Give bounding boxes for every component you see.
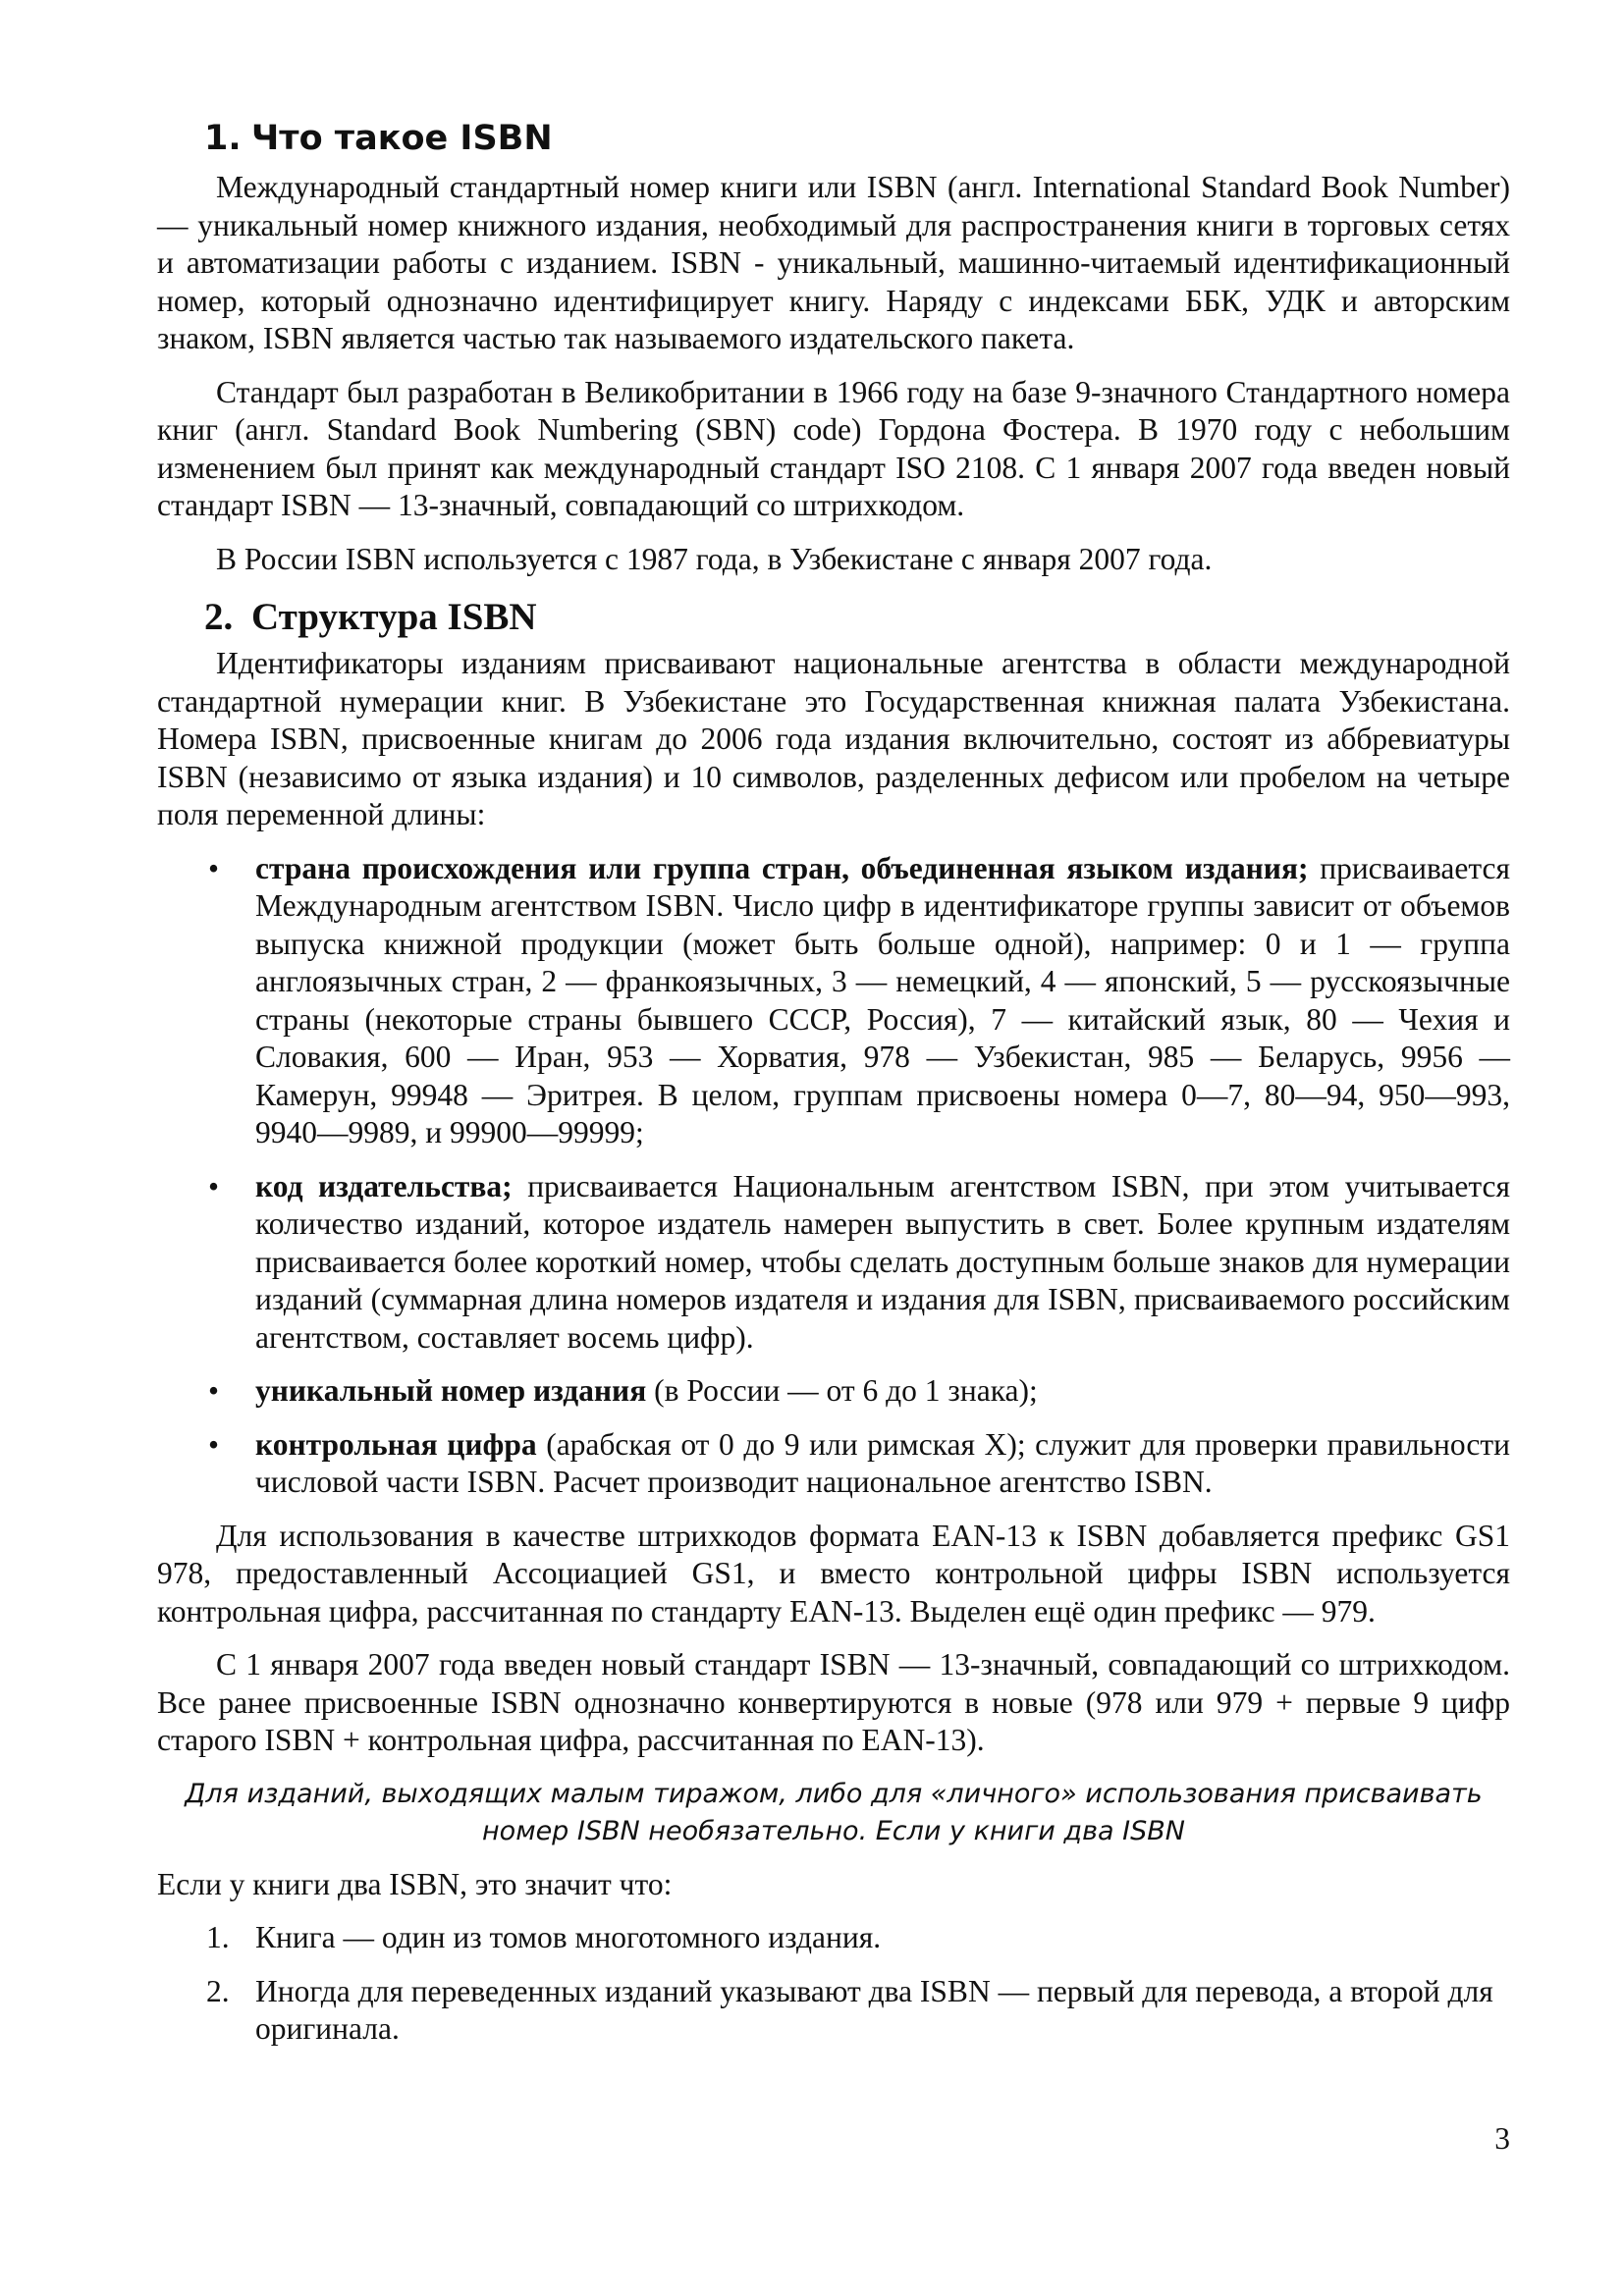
list-item-number: 2. [206, 1973, 230, 2008]
list-item-number: 1. [206, 1920, 230, 1954]
list-item-text: (в России — от 6 до 1 знака); [646, 1373, 1038, 1408]
section-1-paragraph-2: Стандарт был разработан в Великобритании в 1966 году на базе 9-значного Стандартного номера книг (англ. Standard Book Numbering (SBN) code) Гордона Фостера. В 1970 году с небольшим изменением был принят как международный стандарт ISO 2108. С 1 января 2007 года введен новый стандарт ISBN — 13-значный, совпадающий со штрихкодом. [157, 374, 1510, 522]
list-item-text: Книга — один из томов многотомного издания. [255, 1920, 882, 1954]
section-2-intro: Идентификаторы изданиям присваивают национальные агентства в области международной стандартной нумерации книг. В Узбекистане это Государственная книжная палата Узбекистана. Номера ISBN, присвоенные книгам до 2006 года издания включительно, состоят из аббревиатуры ISBN (независимо от языка издания) и 10 символов, разделенных дефисом или пробелом на четыре поля переменной длины: [157, 646, 1510, 831]
section-2-paragraph-2: С 1 января 2007 года введен новый стандарт ISBN — 13-значный, совпадающий со штрихкодом. Все ранее присвоенные ISBN однозначно конвертируются в новые (978 или 979 + первые 9 цифр старого ISBN + контрольная цифра, рассчитанная по EAN-13). [157, 1647, 1510, 1757]
section-2-paragraph-1: Для использования в качестве штрихкодов формата EAN-13 к ISBN добавляется префикс GS1 978, предоставленный Ассоциацией GS1, и вместо контрольной цифры ISBN используется контрольная цифра, рассчитанная по стандарту EAN-13. Выделен ещё один префикс — 979. [157, 1518, 1510, 1629]
isbn-fields-list [157, 850, 1510, 1502]
section-1-paragraph-1: Международный стандартный номер книги или ISBN (англ. International Standard Book Number) — уникальный номер книжного издания, необходимый для распространения книги в торговых сетях и автоматизации работы с изданием. ISBN - уникальный, машинно-читаемый идентификационный номер, который однозначно идентифицирует книгу. Наряду с индексами ББК, УДК и авторским знаком, ISBN является частью так называемого издательского пакета. [157, 170, 1510, 355]
section-2-title: Структура ISBN [251, 596, 537, 638]
bullet-icon: • [208, 1426, 220, 1462]
list-item [157, 1426, 1510, 1502]
list-item-term: уникальный номер издания [255, 1373, 647, 1408]
section-1-number: 1. [204, 119, 242, 158]
list-item-term: страна происхождения или группа стран, объединенная языком издания; [255, 850, 1309, 885]
bullet-icon: • [208, 1168, 220, 1203]
list-item [157, 1919, 1532, 1957]
page-number: 3 [1494, 2121, 1510, 2156]
section-1-title: Что такое ISBN [251, 119, 553, 158]
two-isbn-list [157, 1919, 1510, 2049]
list-item-term: контрольная цифра [255, 1426, 537, 1462]
section-2-heading [204, 594, 1510, 641]
two-isbn-intro: Если у книги два ISBN, это значит что: [157, 1866, 673, 1901]
bullet-icon: • [208, 850, 220, 885]
list-item-text: (арабская от 0 до 9 или римская X); служит для проверки правильности числовой части ISBN. Расчет производит национальное агентство ISBN. [255, 1426, 1511, 1499]
document-page [157, 116, 1510, 2064]
section-1-heading [204, 116, 1510, 161]
list-item [157, 1973, 1532, 2049]
section-2-number: 2. [204, 596, 234, 638]
list-item [157, 1372, 1510, 1411]
section-1-paragraph-3: В России ISBN используется с 1987 года, в Узбекистане с января 2007 года. [216, 541, 1213, 576]
list-item-text: присваивается Национальным агентством ISBN, при этом учитывается количество изданий, которое издатель намерен выпустить в свет. Более крупным издателям присваивается более короткий номер, чтобы сделать доступным больше знаков для нумерации изданий (суммарная длина номеров издателя и издания для ISBN, присваиваемого российским агентством, составляет восемь цифр). [255, 1168, 1510, 1355]
list-item-text: Иногда для переведенных изданий указывают два ISBN — первый для перевода, а второй для оригинала. [255, 1973, 1493, 2046]
bullet-icon: • [208, 1373, 220, 1408]
italic-note: Для изданий, выходящих малым тиражом, либо для «личного» использования присваивать номер ISBN необязательно. Если у книги два ISBN [185, 1778, 1483, 1846]
list-item-term: код издательства; [255, 1168, 513, 1203]
list-item [157, 1168, 1510, 1358]
list-item-text: присваивается Международным агентством ISBN. Число цифр в идентификаторе группы зависит от объемов выпуска книжной продукции (может быть больше одной), например: 0 и 1 — группа англоязычных стран, 2 — франкоязычных, 3 — немецкий, 4 — японский, 5 — русскоязычные страны (некоторые страны бывшего СССР, Россия), 7 — китайский язык, 80 — Чехия и Словакия, 600 — Иран, 953 — Хорватия, 978 — Узбекистан, 985 — Беларусь, 9956 — Камерун, 99948 — Эритрея. В целом, группам присвоены номера 0—7, 80—94, 950—993, 9940—9989, и 99900—99999; [255, 850, 1510, 1149]
list-item [157, 850, 1510, 1152]
